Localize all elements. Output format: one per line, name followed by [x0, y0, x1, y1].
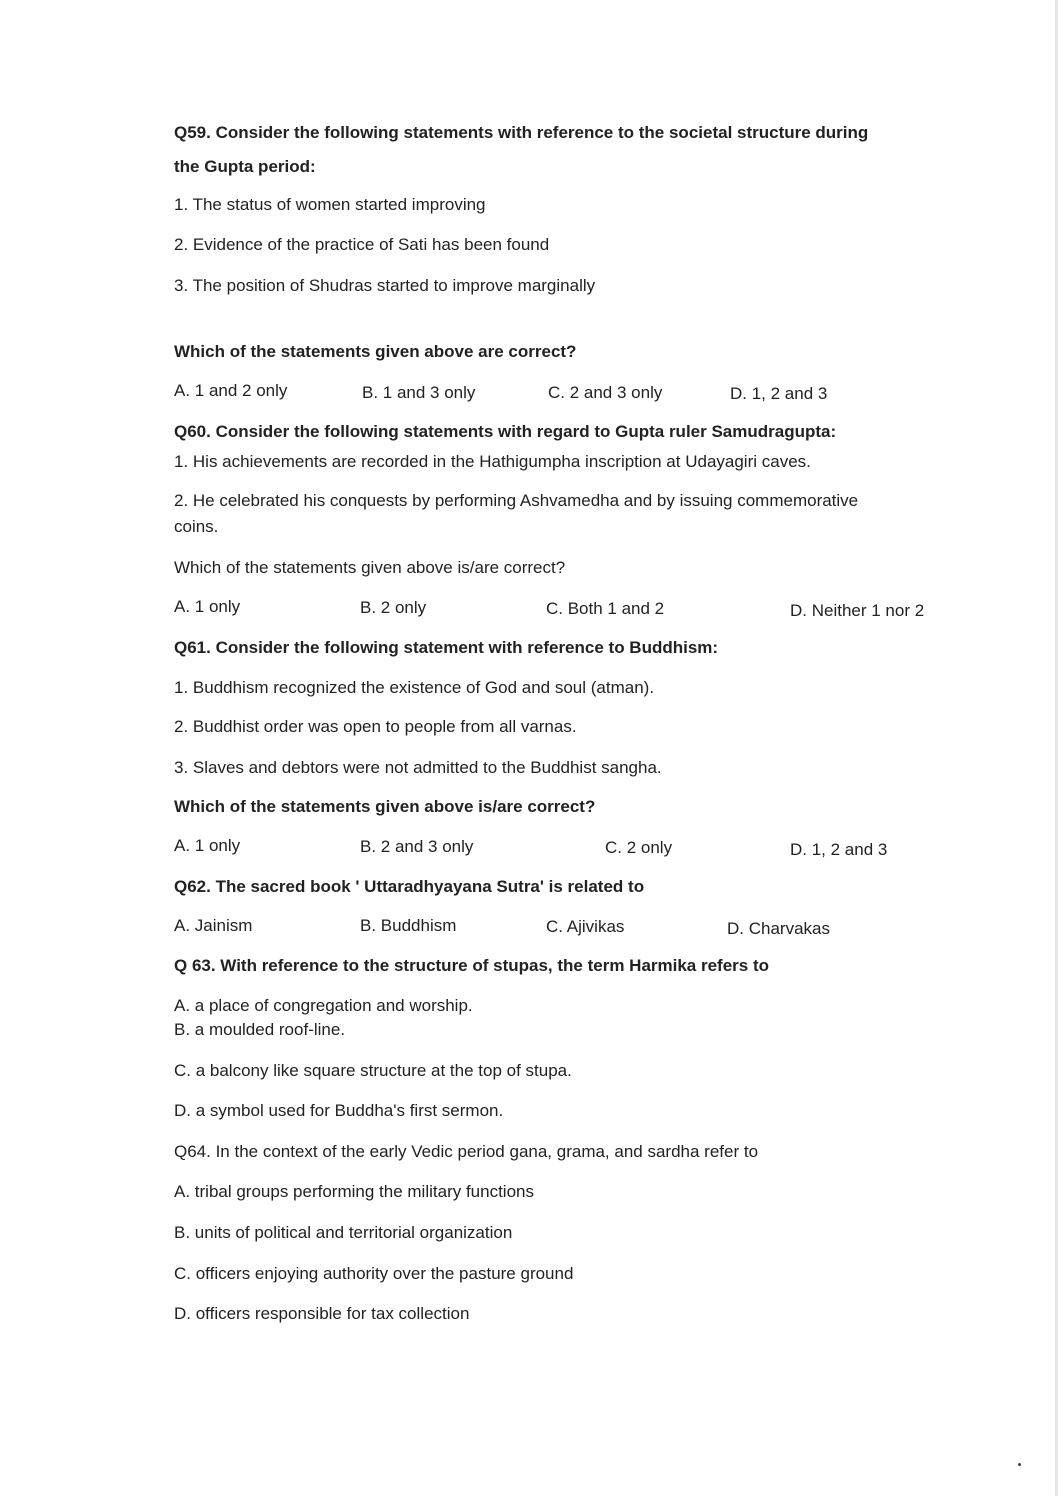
q61-title: Q61. Consider the following statement with reference to Buddhism:	[174, 638, 719, 657]
q60-option-d: D. Neither 1 nor 2	[790, 601, 925, 620]
q61-option-d: D. 1, 2 and 3	[790, 840, 888, 859]
q59-title-continued: the Gupta period:	[174, 157, 316, 176]
q61-option-b: B. 2 and 3 only	[360, 837, 474, 856]
q63-title: Q 63. With reference to the structure of stupas, the term Harmika refers to	[174, 956, 770, 975]
q60-option-a: A. 1 only	[174, 597, 241, 616]
q62-title: Q62. The sacred book ' Uttaradhyayana Sutra' is related to	[174, 877, 645, 896]
q60-option-c: C. Both 1 and 2	[546, 599, 665, 618]
q61-statement-1: 1. Buddhism recognized the existence of God and soul (atman).	[174, 678, 655, 697]
q60-prompt: Which of the statements given above is/are correct?	[174, 558, 566, 577]
q62-option-c: C. Ajivikas	[546, 917, 625, 936]
q61-option-a: A. 1 only	[174, 836, 241, 855]
q59-statement-3: 3. The position of Shudras started to improve marginally	[174, 276, 596, 295]
q60-title: Q60. Consider the following statements with regard to Gupta ruler Samudragupta:	[174, 422, 837, 441]
q60-statement-1: 1. His achievements are recorded in the Hathigumpha inscription at Udayagiri caves.	[174, 452, 811, 471]
q59-title: Q59. Consider the following statements with reference to the societal structure during	[174, 123, 869, 142]
q59-option-c: C. 2 and 3 only	[548, 383, 663, 402]
q64-title: Q64. In the context of the early Vedic period gana, grama, and sardha refer to	[174, 1142, 759, 1161]
scan-speck	[1018, 1463, 1021, 1466]
q61-statement-2: 2. Buddhist order was open to people from all varnas.	[174, 717, 577, 736]
q62-option-d: D. Charvakas	[727, 919, 830, 938]
q64-option-b: B. units of political and territorial organization	[174, 1223, 513, 1242]
q59-option-d: D. 1, 2 and 3	[730, 384, 828, 403]
q63-option-b: B. a moulded roof-line.	[174, 1020, 346, 1039]
q61-option-c: C. 2 only	[605, 838, 673, 857]
q62-option-b: B. Buddhism	[360, 916, 457, 935]
q63-option-c: C. a balcony like square structure at the top of stupa.	[174, 1061, 572, 1080]
q60-option-b: B. 2 only	[360, 598, 427, 617]
q59-prompt: Which of the statements given above are correct?	[174, 342, 577, 361]
q60-statement-2-continued: coins.	[174, 517, 219, 536]
q61-statement-3: 3. Slaves and debtors were not admitted to the Buddhist sangha.	[174, 758, 662, 777]
q64-option-d: D. officers responsible for tax collection	[174, 1304, 470, 1323]
q61-prompt: Which of the statements given above is/are correct?	[174, 797, 596, 816]
q63-option-a: A. a place of congregation and worship.	[174, 996, 473, 1015]
q64-option-c: C. officers enjoying authority over the pasture ground	[174, 1264, 574, 1283]
q64-option-a: A. tribal groups performing the military functions	[174, 1182, 534, 1201]
q59-option-b: B. 1 and 3 only	[362, 383, 476, 402]
q59-statement-2: 2. Evidence of the practice of Sati has been found	[174, 235, 550, 254]
q59-option-a: A. 1 and 2 only	[174, 381, 288, 400]
q59-statement-1: 1. The status of women started improving	[174, 195, 486, 214]
q60-statement-2: 2. He celebrated his conquests by performing Ashvamedha and by issuing commemorative	[174, 491, 859, 510]
q63-option-d: D. a symbol used for Buddha's first sermon.	[174, 1101, 504, 1120]
q62-option-a: A. Jainism	[174, 916, 253, 935]
